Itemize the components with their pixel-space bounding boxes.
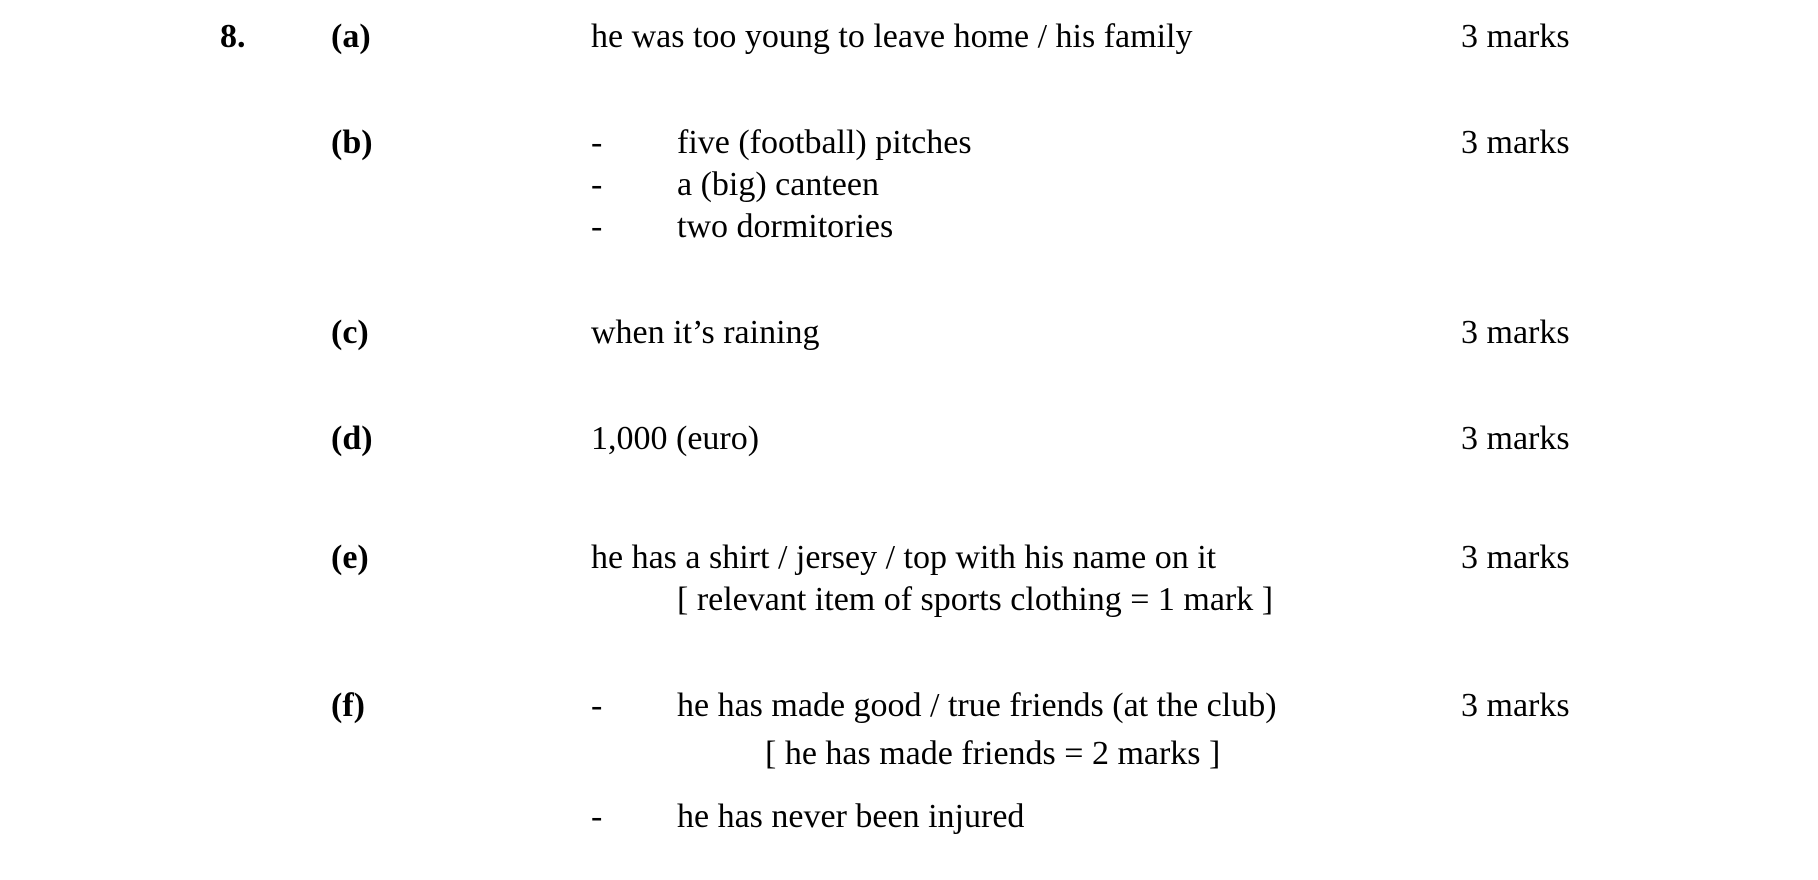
part-c-label: (c) <box>331 314 369 351</box>
part-a-label: (a) <box>331 18 371 55</box>
part-f-dash-2: - <box>591 798 603 835</box>
part-d-label: (d) <box>331 420 373 457</box>
part-f-label: (f) <box>331 687 365 724</box>
part-b-bullet-1: five (football) pitches <box>677 124 972 161</box>
part-b-dash-3: - <box>591 208 603 245</box>
part-b-bullet-3: two dormitories <box>677 208 894 245</box>
part-b-bullet-2: a (big) canteen <box>677 166 879 203</box>
part-b-label: (b) <box>331 124 373 161</box>
part-f-bullet-2: he has never been injured <box>677 798 1025 835</box>
part-f-dash-1: - <box>591 687 603 724</box>
part-e-note: [ relevant item of sports clothing = 1 mark ] <box>677 581 1274 618</box>
question-number: 8. <box>220 18 246 55</box>
part-b-dash-1: - <box>591 124 603 161</box>
part-a-marks: 3 marks <box>1461 18 1570 55</box>
part-f-bullet-1: he has made good / true friends (at the club) <box>677 687 1277 724</box>
part-a-answer: he was too young to leave home / his family <box>591 18 1193 55</box>
part-f-note: [ he has made friends = 2 marks ] <box>765 735 1221 772</box>
part-e-marks: 3 marks <box>1461 539 1570 576</box>
part-f-marks: 3 marks <box>1461 687 1570 724</box>
part-c-marks: 3 marks <box>1461 314 1570 351</box>
part-d-answer: 1,000 (euro) <box>591 420 760 457</box>
part-b-dash-2: - <box>591 166 603 203</box>
part-c-answer: when it’s raining <box>591 314 820 351</box>
part-e-label: (e) <box>331 539 369 576</box>
part-d-marks: 3 marks <box>1461 420 1570 457</box>
part-b-marks: 3 marks <box>1461 124 1570 161</box>
part-e-answer: he has a shirt / jersey / top with his name on it <box>591 539 1217 576</box>
